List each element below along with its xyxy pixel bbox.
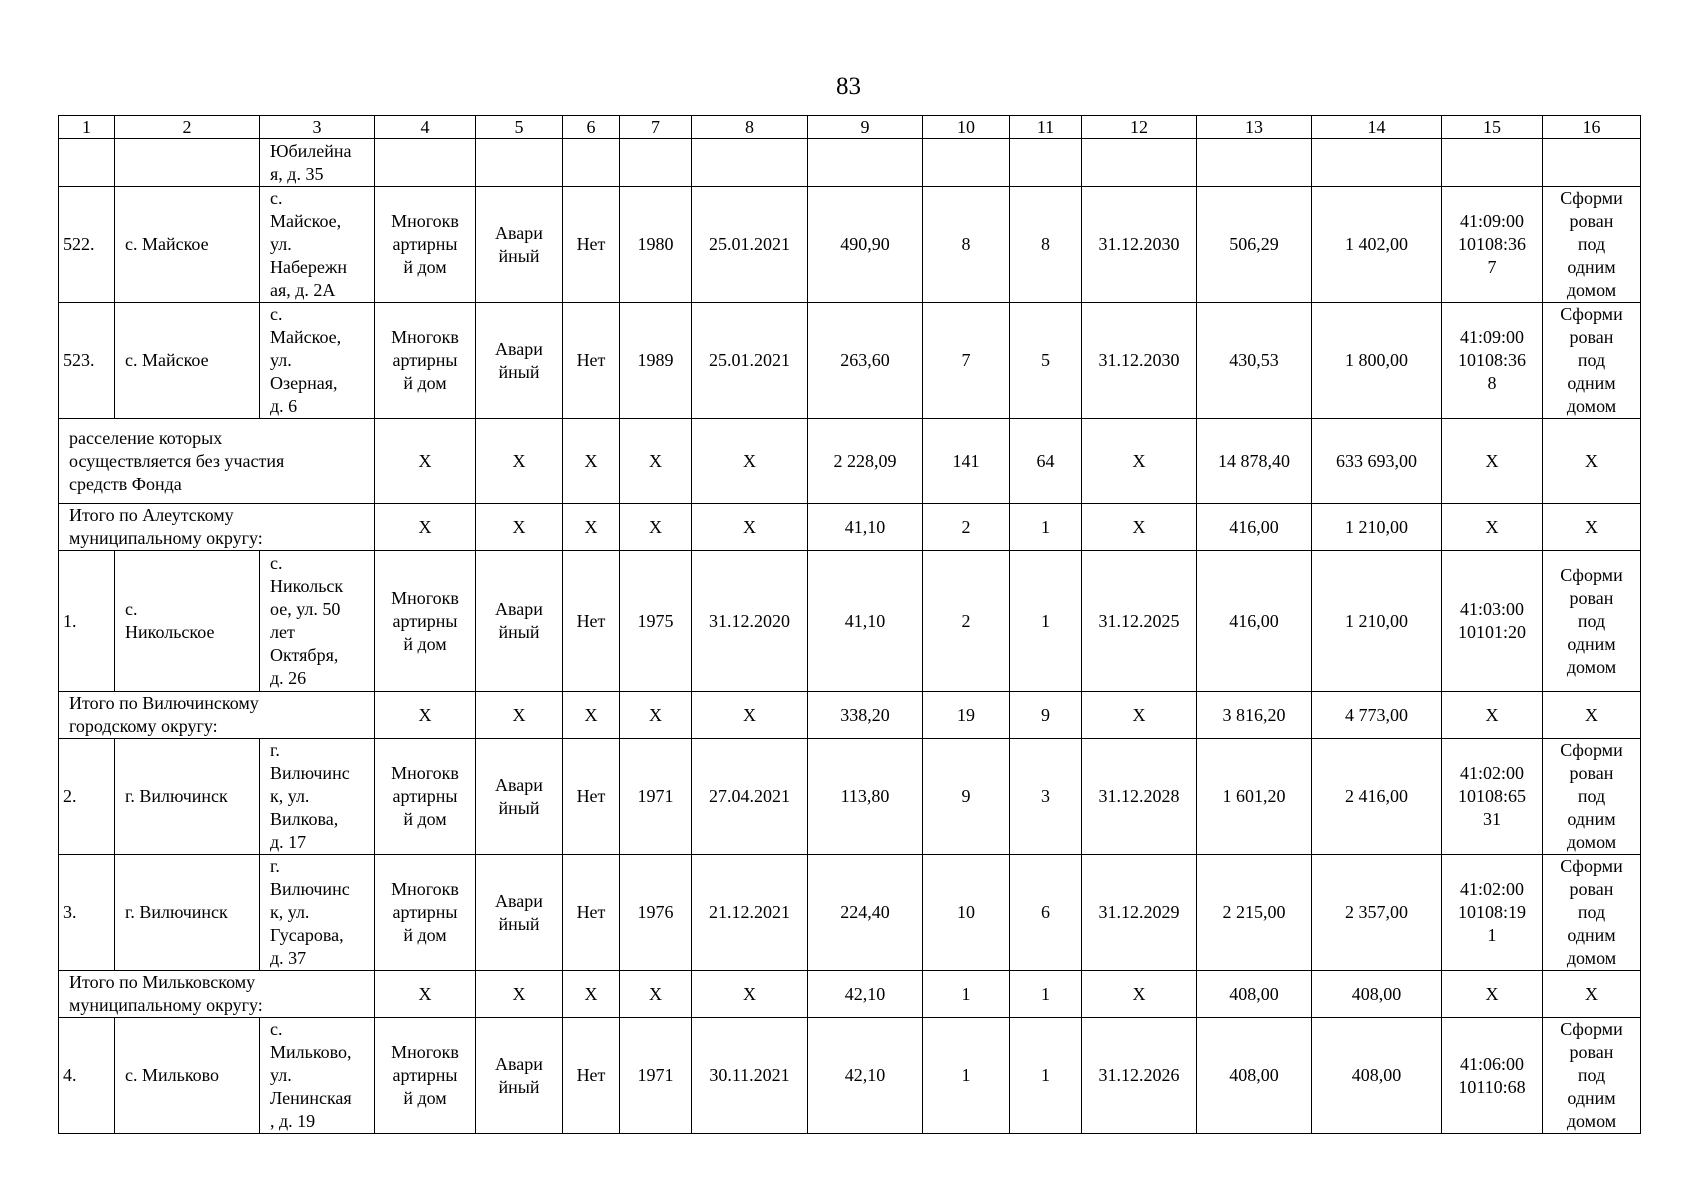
table-cell: 31.12.2030 [1082,303,1197,419]
column-number-header: 6 [563,116,620,139]
column-number-header: 14 [1312,116,1442,139]
table-cell: X [1082,504,1197,551]
table-cell: 21.12.2021 [692,855,808,971]
table-cell: Многокв артирны й дом [375,187,476,303]
column-number-header: 16 [1543,116,1641,139]
table-cell: г. Вилючинск [115,739,260,855]
table-cell: 1 [1010,1018,1082,1134]
table-cell: 1 601,20 [1197,739,1312,855]
table-cell [620,139,692,187]
table-cell: 416,00 [1197,551,1312,692]
table-cell: X [1442,971,1543,1018]
table-cell: с. Майское, ул. Озерная, д. 6 [260,303,375,419]
table-cell [476,139,563,187]
table-cell: 27.04.2021 [692,739,808,855]
table-cell: 1 402,00 [1312,187,1442,303]
table-cell: Нет [563,855,620,971]
table-cell [1442,139,1543,187]
table-cell: г. Вилючинс к, ул. Вилкова, д. 17 [260,739,375,855]
subtotal-row [59,692,1641,739]
page-number: 83 [836,73,861,100]
table-cell [59,139,115,187]
table-cell [1197,139,1312,187]
column-number-header: 10 [923,116,1010,139]
table-cell [1543,139,1641,187]
table-cell: 2 228,09 [808,419,923,504]
table-cell: X [692,692,808,739]
table-cell: 338,20 [808,692,923,739]
table-cell: 41:02:00 10108:65 31 [1442,739,1543,855]
table-cell: Сформи рован под одним домом [1543,303,1641,419]
table-cell: X [476,419,563,504]
table-cell: 19 [923,692,1010,739]
table-row [59,551,1641,692]
table-cell: Многокв артирны й дом [375,855,476,971]
table-cell: 10 [923,855,1010,971]
column-number-header: 2 [115,116,260,139]
table-cell: Авари йный [476,855,563,971]
table-cell: 113,80 [808,739,923,855]
table-cell: Авари йный [476,187,563,303]
table-cell: 25.01.2021 [692,303,808,419]
table-cell: Многокв артирны й дом [375,303,476,419]
column-number-header: 8 [692,116,808,139]
table-cell: 5 [1010,303,1082,419]
table-cell: X [620,692,692,739]
table-cell: 31.12.2028 [1082,739,1197,855]
table-cell: 2 [923,504,1010,551]
table-cell: г. Вилючинс к, ул. Гусарова, д. 37 [260,855,375,971]
table-cell: X [692,419,808,504]
table-cell: 430,53 [1197,303,1312,419]
table-cell: 1 800,00 [1312,303,1442,419]
table-cell: 1989 [620,303,692,419]
table-row [59,739,1641,855]
table-cell: Нет [563,303,620,419]
table-cell: 1. [59,551,115,692]
subtotal-label: Итого по Мильковскому муниципальному округу: [59,971,375,1018]
table-cell: 1971 [620,739,692,855]
table-cell [375,139,476,187]
table-cell: 6 [1010,855,1082,971]
table-cell: 416,00 [1197,504,1312,551]
table-cell: 64 [1010,419,1082,504]
table-cell: 31.12.2025 [1082,551,1197,692]
table-cell: Нет [563,739,620,855]
table-cell: 25.01.2021 [692,187,808,303]
column-number-header-row [59,116,1641,139]
table-cell: 633 693,00 [1312,419,1442,504]
table-cell: 408,00 [1312,971,1442,1018]
table-cell: 14 878,40 [1197,419,1312,504]
table-cell: 2 416,00 [1312,739,1442,855]
table-cell: X [375,419,476,504]
table-cell: 31.12.2020 [692,551,808,692]
table-cell [115,139,260,187]
table-cell: Авари йный [476,739,563,855]
table-cell: Юбилейна я, д. 35 [260,139,375,187]
table-cell: 41:02:00 10108:19 1 [1442,855,1543,971]
table-cell: 41:09:00 10108:36 7 [1442,187,1543,303]
table-body [59,116,1641,1134]
table-cell: 4. [59,1018,115,1134]
table-row [59,1018,1641,1134]
table-cell: 408,00 [1312,1018,1442,1134]
column-number-header: 12 [1082,116,1197,139]
column-number-header: 9 [808,116,923,139]
table-cell: X [1543,504,1641,551]
table-cell: X [476,971,563,1018]
table-cell: 30.11.2021 [692,1018,808,1134]
table-cell: X [1442,692,1543,739]
table-cell: Авари йный [476,1018,563,1134]
table-cell: Нет [563,187,620,303]
table-cell: X [1082,419,1197,504]
table-cell: X [1543,692,1641,739]
table-cell: 7 [923,303,1010,419]
table-cell: 31.12.2029 [1082,855,1197,971]
table-cell: 1971 [620,1018,692,1134]
table-cell: X [563,419,620,504]
housing-registry-table [58,115,1641,1134]
table-cell: Нет [563,551,620,692]
table-cell: X [620,504,692,551]
table-cell [692,139,808,187]
table-cell: Сформи рован под одним домом [1543,739,1641,855]
table-cell: Авари йный [476,551,563,692]
table-cell: X [563,971,620,1018]
table-cell: X [1082,692,1197,739]
table-cell: 9 [1010,692,1082,739]
table-cell: X [620,419,692,504]
table-row [59,855,1641,971]
table-cell: с. Майское [115,187,260,303]
table-cell: 408,00 [1197,971,1312,1018]
table-cell: 42,10 [808,971,923,1018]
table-cell: 408,00 [1197,1018,1312,1134]
column-number-header: 11 [1010,116,1082,139]
table-cell: с. Майское, ул. Набережн ая, д. 2А [260,187,375,303]
table-cell: 1976 [620,855,692,971]
table-cell: 263,60 [808,303,923,419]
table-cell: 3. [59,855,115,971]
column-number-header: 1 [59,116,115,139]
table-cell: 1980 [620,187,692,303]
table-cell: X [563,504,620,551]
subtotal-row [59,419,1641,504]
table-cell: 41,10 [808,551,923,692]
subtotal-label: расселение которых осуществляется без участия средств Фонда [59,419,375,504]
table-cell: X [375,971,476,1018]
table-cell [923,139,1010,187]
table-cell: 42,10 [808,1018,923,1134]
column-number-header: 3 [260,116,375,139]
table-cell: X [375,504,476,551]
table-cell: 522. [59,187,115,303]
table-cell [563,139,620,187]
table-row [59,187,1641,303]
table-cell: 1 [1010,971,1082,1018]
table-cell: 1 [923,971,1010,1018]
table-cell: 41:09:00 10108:36 8 [1442,303,1543,419]
table-cell: 490,90 [808,187,923,303]
table-cell: Сформи рован под одним домом [1543,1018,1641,1134]
table-cell: 3 816,20 [1197,692,1312,739]
table-cell: X [1082,971,1197,1018]
table-cell: 41:03:00 10101:20 [1442,551,1543,692]
table-cell: 506,29 [1197,187,1312,303]
table-cell: 2 [923,551,1010,692]
column-number-header: 15 [1442,116,1543,139]
column-number-header: 7 [620,116,692,139]
table-cell: 3 [1010,739,1082,855]
column-number-header: 4 [375,116,476,139]
table-cell: 41,10 [808,504,923,551]
table-cell: 1 [1010,551,1082,692]
table-cell: X [1543,419,1641,504]
subtotal-label: Итого по Вилючинскому городскому округу: [59,692,375,739]
table-cell: 9 [923,739,1010,855]
table-cell [1082,139,1197,187]
table-cell: X [620,971,692,1018]
table-cell: с. Никольск ое, ул. 50 лет Октября, д. 26 [260,551,375,692]
table-cell [1312,139,1442,187]
table-cell: Многокв артирны й дом [375,1018,476,1134]
table-cell: 1 210,00 [1312,504,1442,551]
table-cell: X [563,692,620,739]
table-cell: X [1442,419,1543,504]
table-cell: с. Майское [115,303,260,419]
table-cell: 8 [1010,187,1082,303]
table-cell: 224,40 [808,855,923,971]
table-row [59,303,1641,419]
table-cell: X [375,692,476,739]
table-row [59,139,1641,187]
table-cell: 1975 [620,551,692,692]
column-number-header: 5 [476,116,563,139]
table-cell: 2. [59,739,115,855]
table-cell: 2 357,00 [1312,855,1442,971]
table-cell: Авари йный [476,303,563,419]
table-cell: 41:06:00 10110:68 [1442,1018,1543,1134]
table-cell: X [692,971,808,1018]
table-cell [1010,139,1082,187]
subtotal-row [59,971,1641,1018]
table-cell: 31.12.2030 [1082,187,1197,303]
table-cell: 1 [1010,504,1082,551]
table-cell: X [1543,971,1641,1018]
table-cell: 523. [59,303,115,419]
table-cell: 1 210,00 [1312,551,1442,692]
table-cell: 2 215,00 [1197,855,1312,971]
table-cell: Нет [563,1018,620,1134]
table-cell: X [692,504,808,551]
table-cell: X [476,692,563,739]
table-cell: Многокв артирны й дом [375,551,476,692]
table-cell [808,139,923,187]
table-cell: X [476,504,563,551]
table-cell: X [1442,504,1543,551]
table-cell: Сформи рован под одним домом [1543,855,1641,971]
table-cell: с. Никольское [115,551,260,692]
table-cell: Многокв артирны й дом [375,739,476,855]
subtotal-label: Итого по Алеутскому муниципальному округу: [59,504,375,551]
table-cell: с. Мильково [115,1018,260,1134]
subtotal-row [59,504,1641,551]
table-cell: 141 [923,419,1010,504]
table-cell: 1 [923,1018,1010,1134]
table-cell: с. Мильково, ул. Ленинская , д. 19 [260,1018,375,1134]
table-cell: г. Вилючинск [115,855,260,971]
table-cell: Сформи рован под одним домом [1543,551,1641,692]
table-cell: 8 [923,187,1010,303]
table-cell: 4 773,00 [1312,692,1442,739]
table-cell: Сформи рован под одним домом [1543,187,1641,303]
table-cell: 31.12.2026 [1082,1018,1197,1134]
column-number-header: 13 [1197,116,1312,139]
